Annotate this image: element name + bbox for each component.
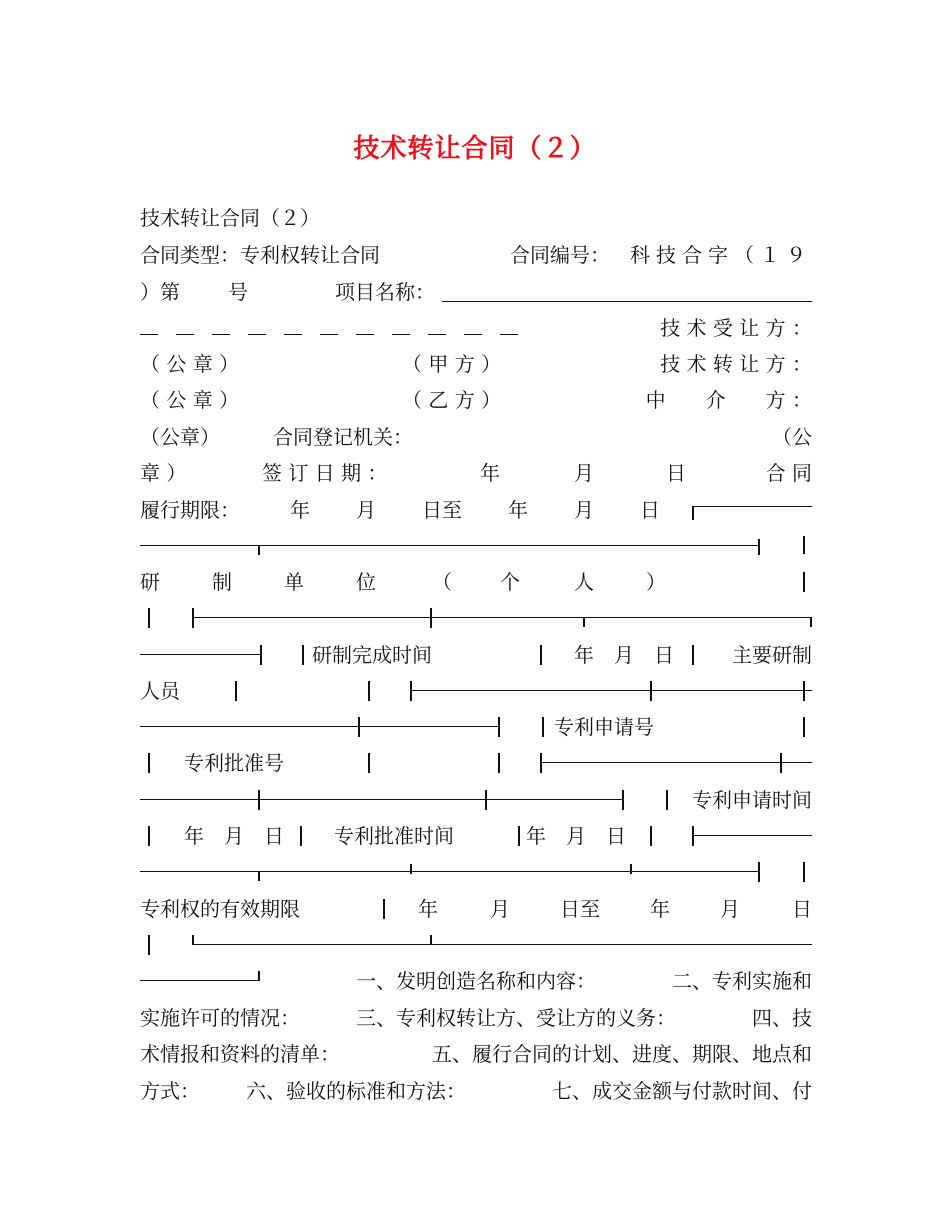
dev-unit-char: ） <box>646 570 666 594</box>
patent-approval-number-label: 专利批准号 <box>184 751 284 775</box>
doc-line <box>140 600 812 636</box>
party-b-label: （ 乙 方 ） <box>402 388 502 412</box>
doc-line <box>140 1073 812 1109</box>
year-label: 年 <box>418 897 438 921</box>
clause-5-cont: 方式： <box>140 1079 200 1103</box>
month-label: 月 <box>574 461 594 485</box>
performance-period-label: 履行期限： <box>140 498 240 522</box>
dev-unit-char: 个 <box>500 570 520 594</box>
clause-1: 一、发明创造名称和内容： <box>356 969 596 993</box>
table-rule <box>692 835 812 836</box>
doc-line <box>140 346 812 382</box>
clause-6: 六、验收的标准和方法： <box>246 1079 466 1103</box>
doc-line <box>140 274 812 310</box>
contract-heading: 技术转让合同（２） <box>140 206 320 230</box>
table-rule <box>540 762 812 763</box>
table-rule <box>410 690 812 691</box>
doc-line <box>140 782 812 818</box>
dev-unit-char: 单 <box>284 570 304 594</box>
day-label: 日 <box>792 897 812 921</box>
project-name-label: 项目名称： <box>335 280 435 304</box>
month-label: 月 <box>490 897 510 921</box>
dev-unit-char: （ <box>432 570 452 594</box>
patent-application-time-label: 专利申请时间 <box>692 788 812 812</box>
seal-close: 章 ） <box>140 461 187 485</box>
clause-4: 四、技 <box>752 1006 812 1030</box>
year-label: 年 <box>508 498 528 522</box>
number-suffix: 号 <box>228 280 248 304</box>
seal-label: （ 公 章 ） <box>140 352 240 376</box>
doc-line <box>140 1000 812 1036</box>
day-label: 日 <box>666 461 686 485</box>
clause-7: 七、成交金额与付款时间、付 <box>552 1079 812 1103</box>
month-label: 月 <box>720 897 740 921</box>
clause-5: 五、履行合同的计划、进度、期限、地点和 <box>432 1042 812 1066</box>
registration-authority-label: 合同登记机关： <box>273 425 413 449</box>
signing-date-label: 签 订 日 期 ： <box>262 461 388 485</box>
transferor-label: 技 术 转 让 方 ： <box>660 352 812 376</box>
dev-unit-char: 制 <box>212 570 232 594</box>
doc-line <box>140 564 812 600</box>
date-placeholder: 年 月 日 <box>184 824 284 848</box>
contract-number-prefix: 科技合字（１９ <box>630 243 812 267</box>
doc-line <box>140 637 812 673</box>
seal-label: （ 公 章 ） <box>140 388 240 412</box>
doc-line <box>140 673 812 709</box>
date-placeholder: 年 月 日 <box>574 643 674 667</box>
patent-application-number-label: 专利申请号 <box>554 715 654 739</box>
validity-period-label: 专利权的有效期限 <box>140 897 300 921</box>
doc-line <box>140 237 812 273</box>
seal-open: （公 <box>772 425 812 449</box>
transferee-label: 技 术 受 让 方 ： <box>660 316 812 340</box>
number-paren: ）第 <box>140 280 180 304</box>
month-label: 月 <box>356 498 376 522</box>
table-rule <box>192 944 812 945</box>
table-corner <box>692 506 694 520</box>
month-label: 月 <box>574 498 594 522</box>
doc-line <box>140 745 812 781</box>
day-to-label: 日至 <box>560 897 600 921</box>
doc-line <box>140 528 812 564</box>
dev-unit-char: 研 <box>140 570 160 594</box>
clause-2-cont: 实施许可的情况： <box>140 1006 300 1030</box>
year-label: 年 <box>480 461 500 485</box>
doc-line <box>140 492 812 528</box>
clause-4-cont: 术情报和资料的清单： <box>140 1042 340 1066</box>
dev-unit-char: 人 <box>574 570 594 594</box>
clause-2: 二、专利实施和 <box>672 969 812 993</box>
table-rule <box>192 617 812 618</box>
doc-line <box>140 854 812 890</box>
year-label: 年 <box>650 897 670 921</box>
doc-line <box>140 891 812 927</box>
date-placeholder: 年 月 日 <box>526 824 626 848</box>
party-a-label: （ 甲 方 ） <box>402 352 502 376</box>
doc-line <box>140 709 812 745</box>
doc-line <box>140 818 812 854</box>
doc-line <box>140 1036 812 1072</box>
dev-unit-char: 位 <box>356 570 376 594</box>
contract-number-label: 合同编号： <box>510 243 610 267</box>
day-to-label: 日至 <box>422 498 462 522</box>
contract-type: 合同类型：专利权转让合同 <box>140 243 380 267</box>
table-rule <box>140 545 760 546</box>
doc-line <box>140 200 812 236</box>
contract-label: 合 同 <box>765 461 812 485</box>
doc-line <box>140 310 812 346</box>
completion-time-label: 研制完成时间 <box>312 643 432 667</box>
main-developer-label: 主要研制 <box>732 643 812 667</box>
document-title: 技术转让合同（２） <box>353 134 597 164</box>
seal-label: （公章） <box>140 425 220 449</box>
patent-approval-time-label: 专利批准时间 <box>334 824 454 848</box>
doc-line <box>140 455 812 491</box>
doc-line <box>140 382 812 418</box>
doc-line <box>140 927 812 963</box>
personnel-label: 人员 <box>140 679 180 703</box>
table-rule <box>692 506 812 507</box>
clause-3: 三、专利权转让方、受让方的义务： <box>356 1006 676 1030</box>
doc-line <box>140 419 812 455</box>
doc-line <box>140 963 812 999</box>
intermediary-label: 中 介 方 ： <box>645 388 812 412</box>
day-label: 日 <box>640 498 660 522</box>
year-label: 年 <box>290 498 310 522</box>
project-name-underline <box>442 301 812 302</box>
